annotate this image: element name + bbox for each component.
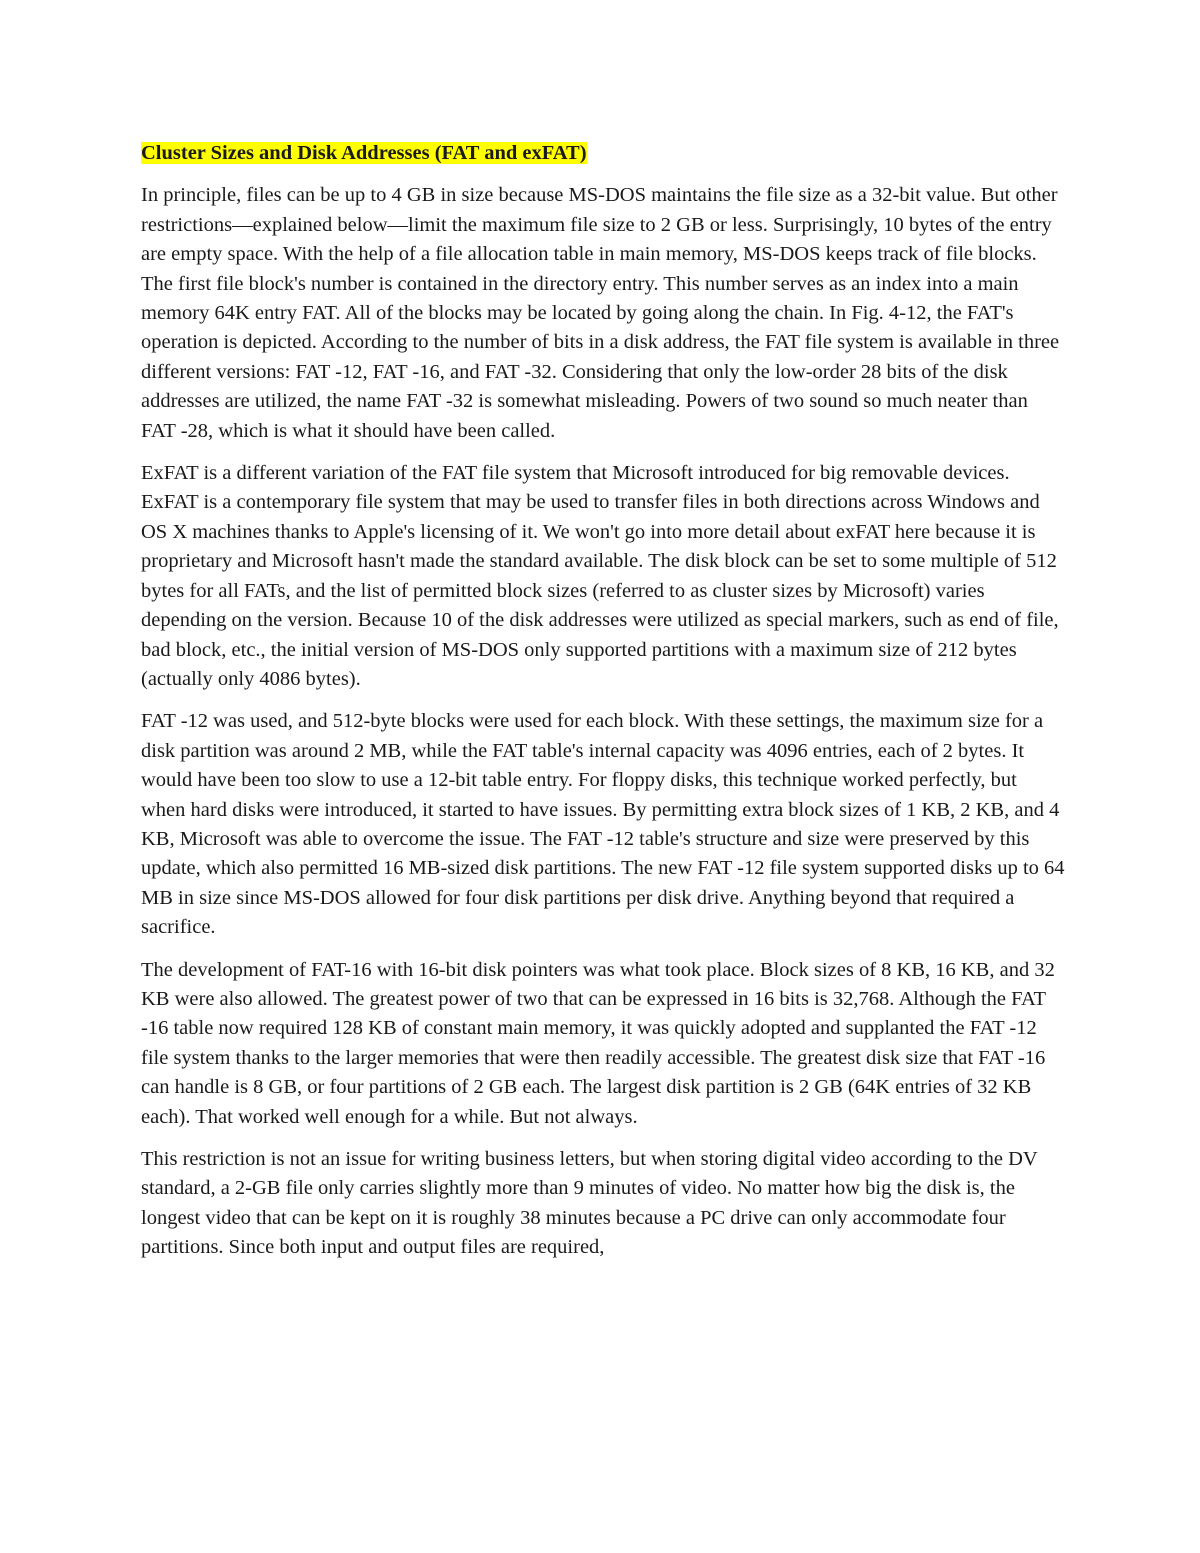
section-heading: [141, 139, 1066, 168]
paragraph-fat12: FAT -12 was used, and 512-byte blocks were used for each block. With these settings, the maximum size for a disk partition was around 2 MB, while the FAT table's internal capacity was 4096 entries, each of 2 bytes. It would have been too slow to use a 12-bit table entry. For floppy disks, this technique worked perfectly, but when hard disks were introduced, it started to have issues. By permitting extra block sizes of 1 KB, 2 KB, and 4 KB, Microsoft was able to overcome the issue. The FAT -12 table's structure and size were preserved by this update, which also permitted 16 MB-sized disk partitions. The new FAT -12 file system supported disks up to 64 MB in size since MS-DOS allowed for four disk partitions per disk drive. Anything beyond that required a sacrifice.: [141, 710, 1065, 939]
paragraph-fat-overview: In principle, files can be up to 4 GB in size because MS-DOS maintains the file size as a 32-bit value. But other restrictions—explained below—limit the maximum file size to 2 GB or less. Surprisingly, 10 bytes of the entry are empty space. With the help of a file allocation table in main memory, MS-DOS keeps track of file blocks. The first file block's number is contained in the directory entry. This number serves as an index into a main memory 64K entry FAT. All of the blocks may be located by going along the chain. In Fig. 4-12, the FAT's operation is depicted. According to the number of bits in a disk address, the FAT file system is available in three different versions: FAT -12, FAT -16, and FAT -32. Considering that only the low-order 28 bits of the disk addresses are utilized, the name FAT -32 is somewhat misleading. Powers of two sound so much neater than FAT -28, which is what it should have been called.: [141, 184, 1060, 442]
section-heading-text: Cluster Sizes and Disk Addresses (FAT and exFAT): [141, 142, 587, 164]
paragraph-video-restriction: This restriction is not an issue for writing business letters, but when storing digital video according to the DV standard, a 2-GB file only carries slightly more than 9 minutes of video. No matter how big the disk is, the longest video that can be kept on it is roughly 38 minutes because a PC drive can only accommodate four partitions. Since both input and output files are required,: [141, 1148, 1038, 1259]
paragraph-exfat: ExFAT is a different variation of the FAT file system that Microsoft introduced for big removable devices. ExFAT is a contemporary file system that may be used to transfer files in both directions across Windows and OS X machines thanks to Apple's licensing of it. We won't go into more detail about exFAT here because it is proprietary and Microsoft hasn't made the standard available. The disk block can be set to some multiple of 512 bytes for all FATs, and the list of permitted block sizes (referred to as cluster sizes by Microsoft) varies depending on the version. Because 10 of the disk addresses were utilized as special markers, such as end of file, bad block, etc., the initial version of MS-DOS only supported partitions with a maximum size of 212 bytes (actually only 4086 bytes).: [141, 462, 1059, 690]
document-page: [141, 139, 1066, 1276]
paragraph-fat16: The development of FAT-16 with 16-bit disk pointers was what took place. Block sizes of 8 KB, 16 KB, and 32 KB were also allowed. The greatest power of two that can be expressed in 16 bits is 32,768. Although the FAT -16 table now required 128 KB of constant main memory, it was quickly adopted and supplanted the FAT -12 file system thanks to the larger memories that were then readily accessible. The greatest disk size that FAT -16 can handle is 8 GB, or four partitions of 2 GB each. The largest disk partition is 2 GB (64K entries of 32 KB each). That worked well enough for a while. But not always.: [141, 958, 1055, 1128]
